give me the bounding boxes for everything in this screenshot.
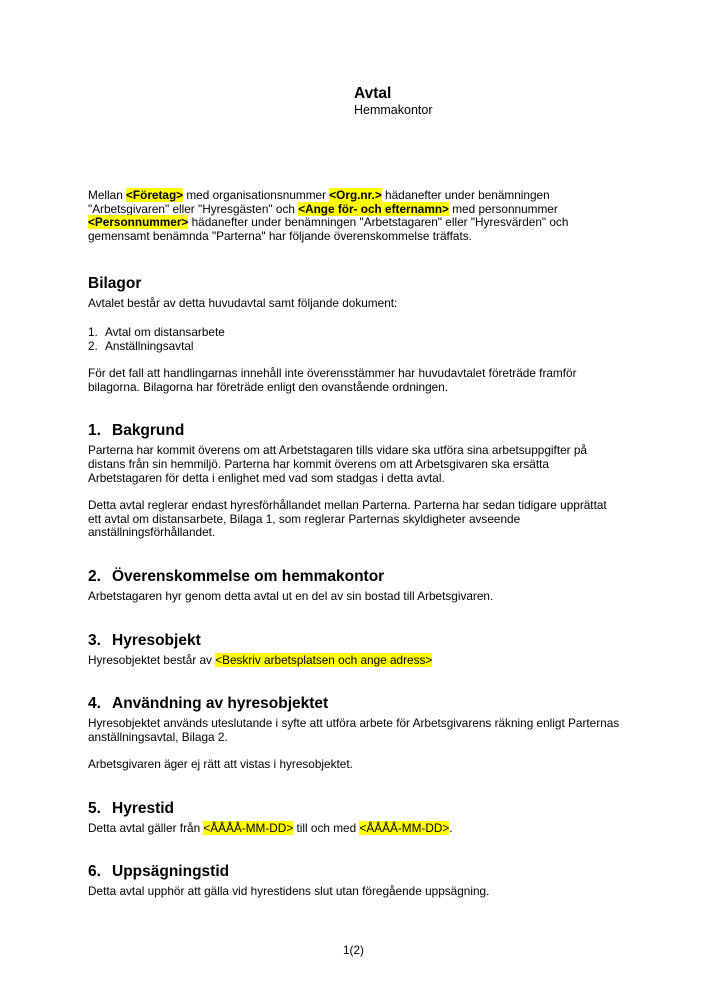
text-line <box>88 499 640 513</box>
heading-text: Användning av hyresobjektet <box>112 695 329 713</box>
text-line <box>88 297 640 311</box>
text-run: hädanefter under benämningen "Arbetstagaren" eller "Hyresvärden" och <box>188 215 569 230</box>
text-line <box>88 654 640 668</box>
text-line <box>88 189 640 203</box>
list-item-text: Anställningsavtal <box>105 338 194 353</box>
text-run: gemensamt benämnda "Parterna" har följande överenskommelse träffats. <box>88 228 472 243</box>
text-run: Detta avtal upphör att gälla vid hyrestidens slut utan föregående uppsägning. <box>88 884 490 899</box>
text-run: Arbetstagaren hyr genom detta avtal ut en del av sin bostad till Arbetsgivaren. <box>88 588 494 603</box>
heading-number: 4. <box>88 695 101 713</box>
document-body <box>88 0 640 913</box>
hyrestid-paragraph <box>88 822 640 836</box>
text-line <box>88 885 640 899</box>
heading-5-hyrestid <box>88 800 640 818</box>
heading-number: 3. <box>88 631 101 649</box>
text-run: För det fall att handlingarnas innehåll inte överensstämmer har huvudavtalet företräde framför <box>88 366 577 381</box>
heading-1-bakgrund <box>88 422 640 440</box>
heading-text: Uppsägningstid <box>112 863 230 881</box>
bakgrund-paragraph-1 <box>88 444 640 485</box>
text-line <box>88 526 640 540</box>
heading-text: Överenskommelse om hemmakontor <box>112 567 385 585</box>
text-run: bilagorna. Bilagorna har företräde enligt den ovanstående ordningen. <box>88 379 449 394</box>
anvandning-paragraph-2 <box>88 758 640 772</box>
placeholder-highlight: <Beskriv arbetsplatsen och ange adress> <box>215 652 433 667</box>
heading-number: 2. <box>88 567 101 585</box>
list-item-text: Avtal om distansarbete <box>105 324 225 339</box>
heading-text: Bilagor <box>88 275 142 293</box>
text-line <box>88 472 640 486</box>
bilagor-intro-paragraph <box>88 297 640 311</box>
list-item-number: 1. <box>88 324 98 339</box>
text-run: anställningsavtal, Bilaga 2. <box>88 729 228 744</box>
text-line <box>88 717 640 731</box>
text-line <box>88 513 640 527</box>
text-run: med personnummer <box>448 201 558 216</box>
uppsagningstid-paragraph <box>88 885 640 899</box>
text-line <box>88 367 640 381</box>
text-run: Hyresobjektet används uteslutande i syfte att utföra arbete för Arbetsgivarens räkning enligt Parternas <box>88 716 620 731</box>
heading-bilagor <box>88 275 640 293</box>
heading-2-overenskommelse <box>88 568 640 586</box>
text-run: Detta avtal reglerar endast hyresförhållandet mellan Parterna. Parterna har sedan tidigare upprättat <box>88 498 607 513</box>
heading-text: Hyresobjekt <box>112 631 201 649</box>
text-line <box>88 731 640 745</box>
text-run: till och med <box>293 820 360 835</box>
heading-number: 6. <box>88 863 101 881</box>
text-run: . <box>449 820 453 835</box>
text-run: Detta avtal gäller från <box>88 820 204 835</box>
text-run: "Arbetsgivaren" eller "Hyresgästen" och <box>88 201 299 216</box>
text-line <box>88 230 640 244</box>
text-run: Arbetsgivaren äger ej rätt att vistas i hyresobjektet. <box>88 757 353 772</box>
intro-paragraph <box>88 189 640 243</box>
bakgrund-paragraph-2 <box>88 499 640 540</box>
text-run: med organisationsnummer <box>183 188 330 202</box>
heading-3-hyresobjekt <box>88 632 640 650</box>
heading-number: 5. <box>88 799 101 817</box>
heading-text: Bakgrund <box>112 422 185 440</box>
heading-text: Hyrestid <box>112 799 175 817</box>
text-line <box>88 216 640 230</box>
heading-4-anvandning <box>88 695 640 713</box>
text-run: Hyresobjektet består av <box>88 652 216 667</box>
text-line <box>88 381 640 395</box>
hyresobjekt-paragraph <box>88 654 640 668</box>
placeholder-highlight: <Org.nr.> <box>329 188 382 202</box>
anvandning-paragraph-1 <box>88 717 640 744</box>
text-run: Mellan <box>88 188 127 202</box>
text-run: hädanefter under benämningen <box>381 188 550 202</box>
placeholder-highlight: <Ange för- och efternamn> <box>298 201 449 216</box>
text-run: Arbetstagaren för detta i enlighet med vad som stadgas i detta avtal. <box>88 470 445 485</box>
placeholder-highlight: <Personnummer> <box>88 215 189 230</box>
text-run: Avtalet består av detta huvudavtal samt följande dokument: <box>88 296 398 311</box>
page-number: 1(2) <box>343 943 364 957</box>
heading-number: 1. <box>88 422 101 440</box>
text-line <box>88 758 640 772</box>
document-subtitle: Hemmakontor <box>354 103 433 117</box>
placeholder-highlight: <ÅÅÅÅ-MM-DD> <box>359 820 450 835</box>
text-run: ett avtal om distansarbete, Bilaga 1, som reglerar Parternas skyldigheter avseende <box>88 511 521 526</box>
text-line <box>88 444 640 458</box>
text-line <box>88 822 640 836</box>
list-item <box>88 326 640 340</box>
text-line <box>88 590 640 604</box>
document-title: Avtal <box>354 85 392 102</box>
list-item-number: 2. <box>88 338 98 353</box>
bilagor-list <box>88 326 640 353</box>
placeholder-highlight: <ÅÅÅÅ-MM-DD> <box>203 820 294 835</box>
bilagor-precedence-paragraph <box>88 367 640 394</box>
text-line <box>88 458 640 472</box>
text-run: anställningsförhållandet. <box>88 525 216 540</box>
placeholder-highlight: <Företag> <box>126 188 184 202</box>
overenskommelse-paragraph <box>88 590 640 604</box>
text-line <box>88 203 640 217</box>
text-run: distans från sin hemmiljö. Parterna har kommit överens om att Arbetsgivaren ska ersätta <box>88 456 549 471</box>
text-run: Parterna har kommit överens om att Arbetstagaren tills vidare ska utföra sina arbetsuppgifter på <box>88 443 587 458</box>
list-item <box>88 340 640 354</box>
heading-6-uppsagningstid <box>88 863 640 881</box>
